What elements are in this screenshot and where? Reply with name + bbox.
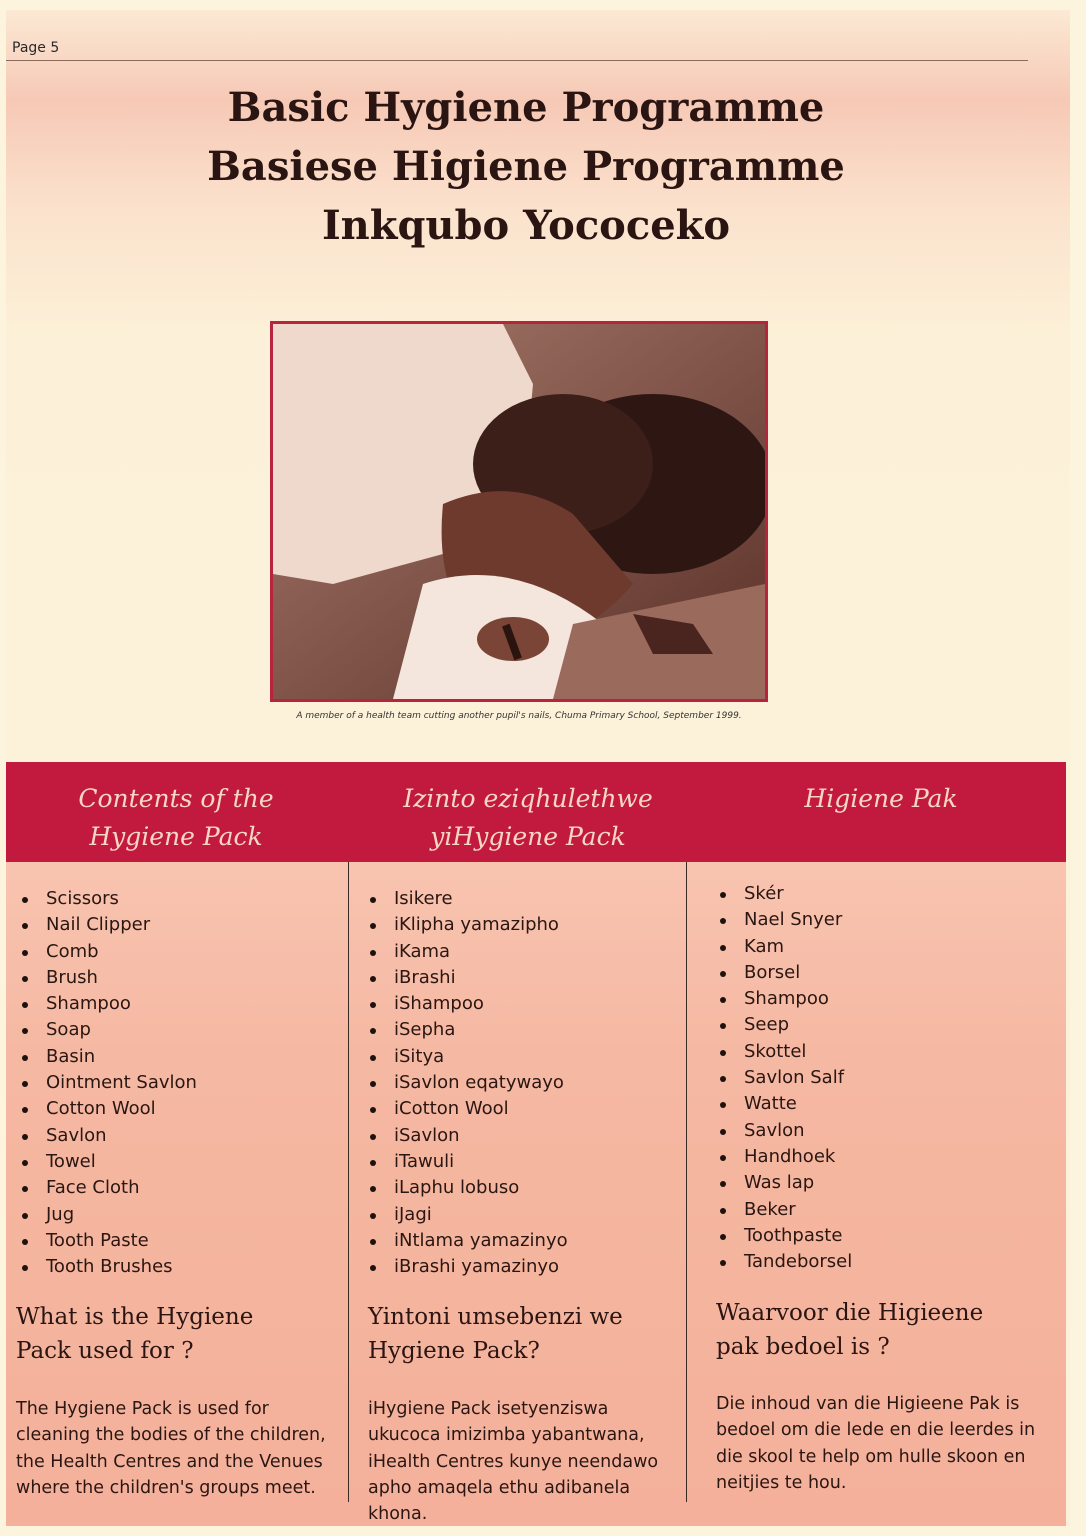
question-heading-english: What is the Hygiene Pack used for ?	[16, 1304, 254, 1364]
list-item: Savlon	[16, 1123, 197, 1149]
photo-illustration	[273, 324, 765, 699]
list-item: iBrashi	[364, 965, 568, 991]
list-item: Savlon	[714, 1118, 852, 1144]
list-item: iCotton Wool	[364, 1096, 568, 1122]
question-heading-xhosa: Yintoni umsebenzi we Hygiene Pack?	[368, 1304, 623, 1364]
list-item: Tandeborsel	[714, 1249, 852, 1275]
list-item: Towel	[16, 1149, 197, 1175]
photo-caption: A member of a health team cutting another pupil's nails, Chuma Primary School, September 1999.	[296, 711, 742, 721]
list-item: iBrashi yamazinyo	[364, 1254, 568, 1280]
list-item: Soap	[16, 1017, 197, 1043]
paragraph-xhosa: iHygiene Pack isetyenziswa ukucoca imizimba yabantwana, iHealth Centres kunye neendawo apho amaqela ethu adibanela khona.	[368, 1399, 659, 1525]
list-item: Basin	[16, 1044, 197, 1070]
list-item: iShampoo	[364, 991, 568, 1017]
column-divider-1	[348, 862, 349, 1502]
column-heading-band	[6, 762, 1066, 862]
list-item: iLaphu lobuso	[364, 1175, 568, 1201]
list-item: Was lap	[714, 1170, 852, 1196]
list-item: Seep	[714, 1012, 852, 1038]
header-rule	[6, 60, 1028, 61]
list-item: Comb	[16, 939, 197, 965]
list-item: Face Cloth	[16, 1175, 197, 1201]
list-item: iSepha	[364, 1017, 568, 1043]
list-item: Brush	[16, 965, 197, 991]
title-english: Basic Hygiene Programme	[227, 84, 825, 131]
list-item: iJagi	[364, 1202, 568, 1228]
list-item: iNtlama yamazinyo	[364, 1228, 568, 1254]
list-item: Borsel	[714, 960, 852, 986]
list-item: iSitya	[364, 1044, 568, 1070]
heading-english: Contents of the Hygiene Pack	[78, 784, 274, 851]
heading-afrikaans: Higiene Pak	[804, 784, 958, 813]
list-item: iTawuli	[364, 1149, 568, 1175]
list-item: Shampoo	[16, 991, 197, 1017]
hygiene-pack-list-xhosa	[364, 886, 568, 1280]
list-item: Skottel	[714, 1039, 852, 1065]
list-item: Kam	[714, 934, 852, 960]
health-team-photo	[270, 321, 768, 702]
paragraph-english: The Hygiene Pack is used for cleaning the bodies of the children, the Health Centres and the Venues where the children's groups meet.	[16, 1399, 326, 1498]
list-item: Skér	[714, 881, 852, 907]
list-item: Tooth Paste	[16, 1228, 197, 1254]
list-item: Savlon Salf	[714, 1065, 852, 1091]
list-item: Cotton Wool	[16, 1096, 197, 1122]
title-xhosa: Inkqubo Yococeko	[321, 202, 731, 249]
list-item: iKama	[364, 939, 568, 965]
list-item: Watte	[714, 1091, 852, 1117]
page-title	[6, 78, 1046, 255]
paragraph-afrikaans: Die inhoud van die Higieene Pak is bedoel om die lede en die leerdes in die skool te help om hulle skoon en neitjies te hou.	[716, 1394, 1036, 1493]
heading-xhosa: Izinto eziqhulethwe yiHygiene Pack	[403, 784, 653, 851]
list-item: Beker	[714, 1197, 852, 1223]
list-item: Isikere	[364, 886, 568, 912]
list-item: Shampoo	[714, 986, 852, 1012]
hygiene-pack-list-afrikaans	[714, 881, 852, 1275]
list-item: Scissors	[16, 886, 197, 912]
question-heading-afrikaans: Waarvoor die Higieene pak bedoel is ?	[716, 1300, 984, 1360]
list-item: Jug	[16, 1202, 197, 1228]
hygiene-pack-list-english	[16, 886, 197, 1280]
list-item: iSavlon eqatywayo	[364, 1070, 568, 1096]
list-item: Tooth Brushes	[16, 1254, 197, 1280]
list-item: iSavlon	[364, 1123, 568, 1149]
document-page	[6, 10, 1070, 1526]
title-afrikaans: Basiese Higiene Programme	[207, 143, 845, 190]
list-item: Nail Clipper	[16, 912, 197, 938]
list-item: Toothpaste	[714, 1223, 852, 1249]
list-item: Nael Snyer	[714, 907, 852, 933]
column-divider-2	[686, 862, 687, 1502]
list-item: Handhoek	[714, 1144, 852, 1170]
list-item: Ointment Savlon	[16, 1070, 197, 1096]
page-number: Page 5	[12, 40, 60, 56]
list-item: iKlipha yamazipho	[364, 912, 568, 938]
